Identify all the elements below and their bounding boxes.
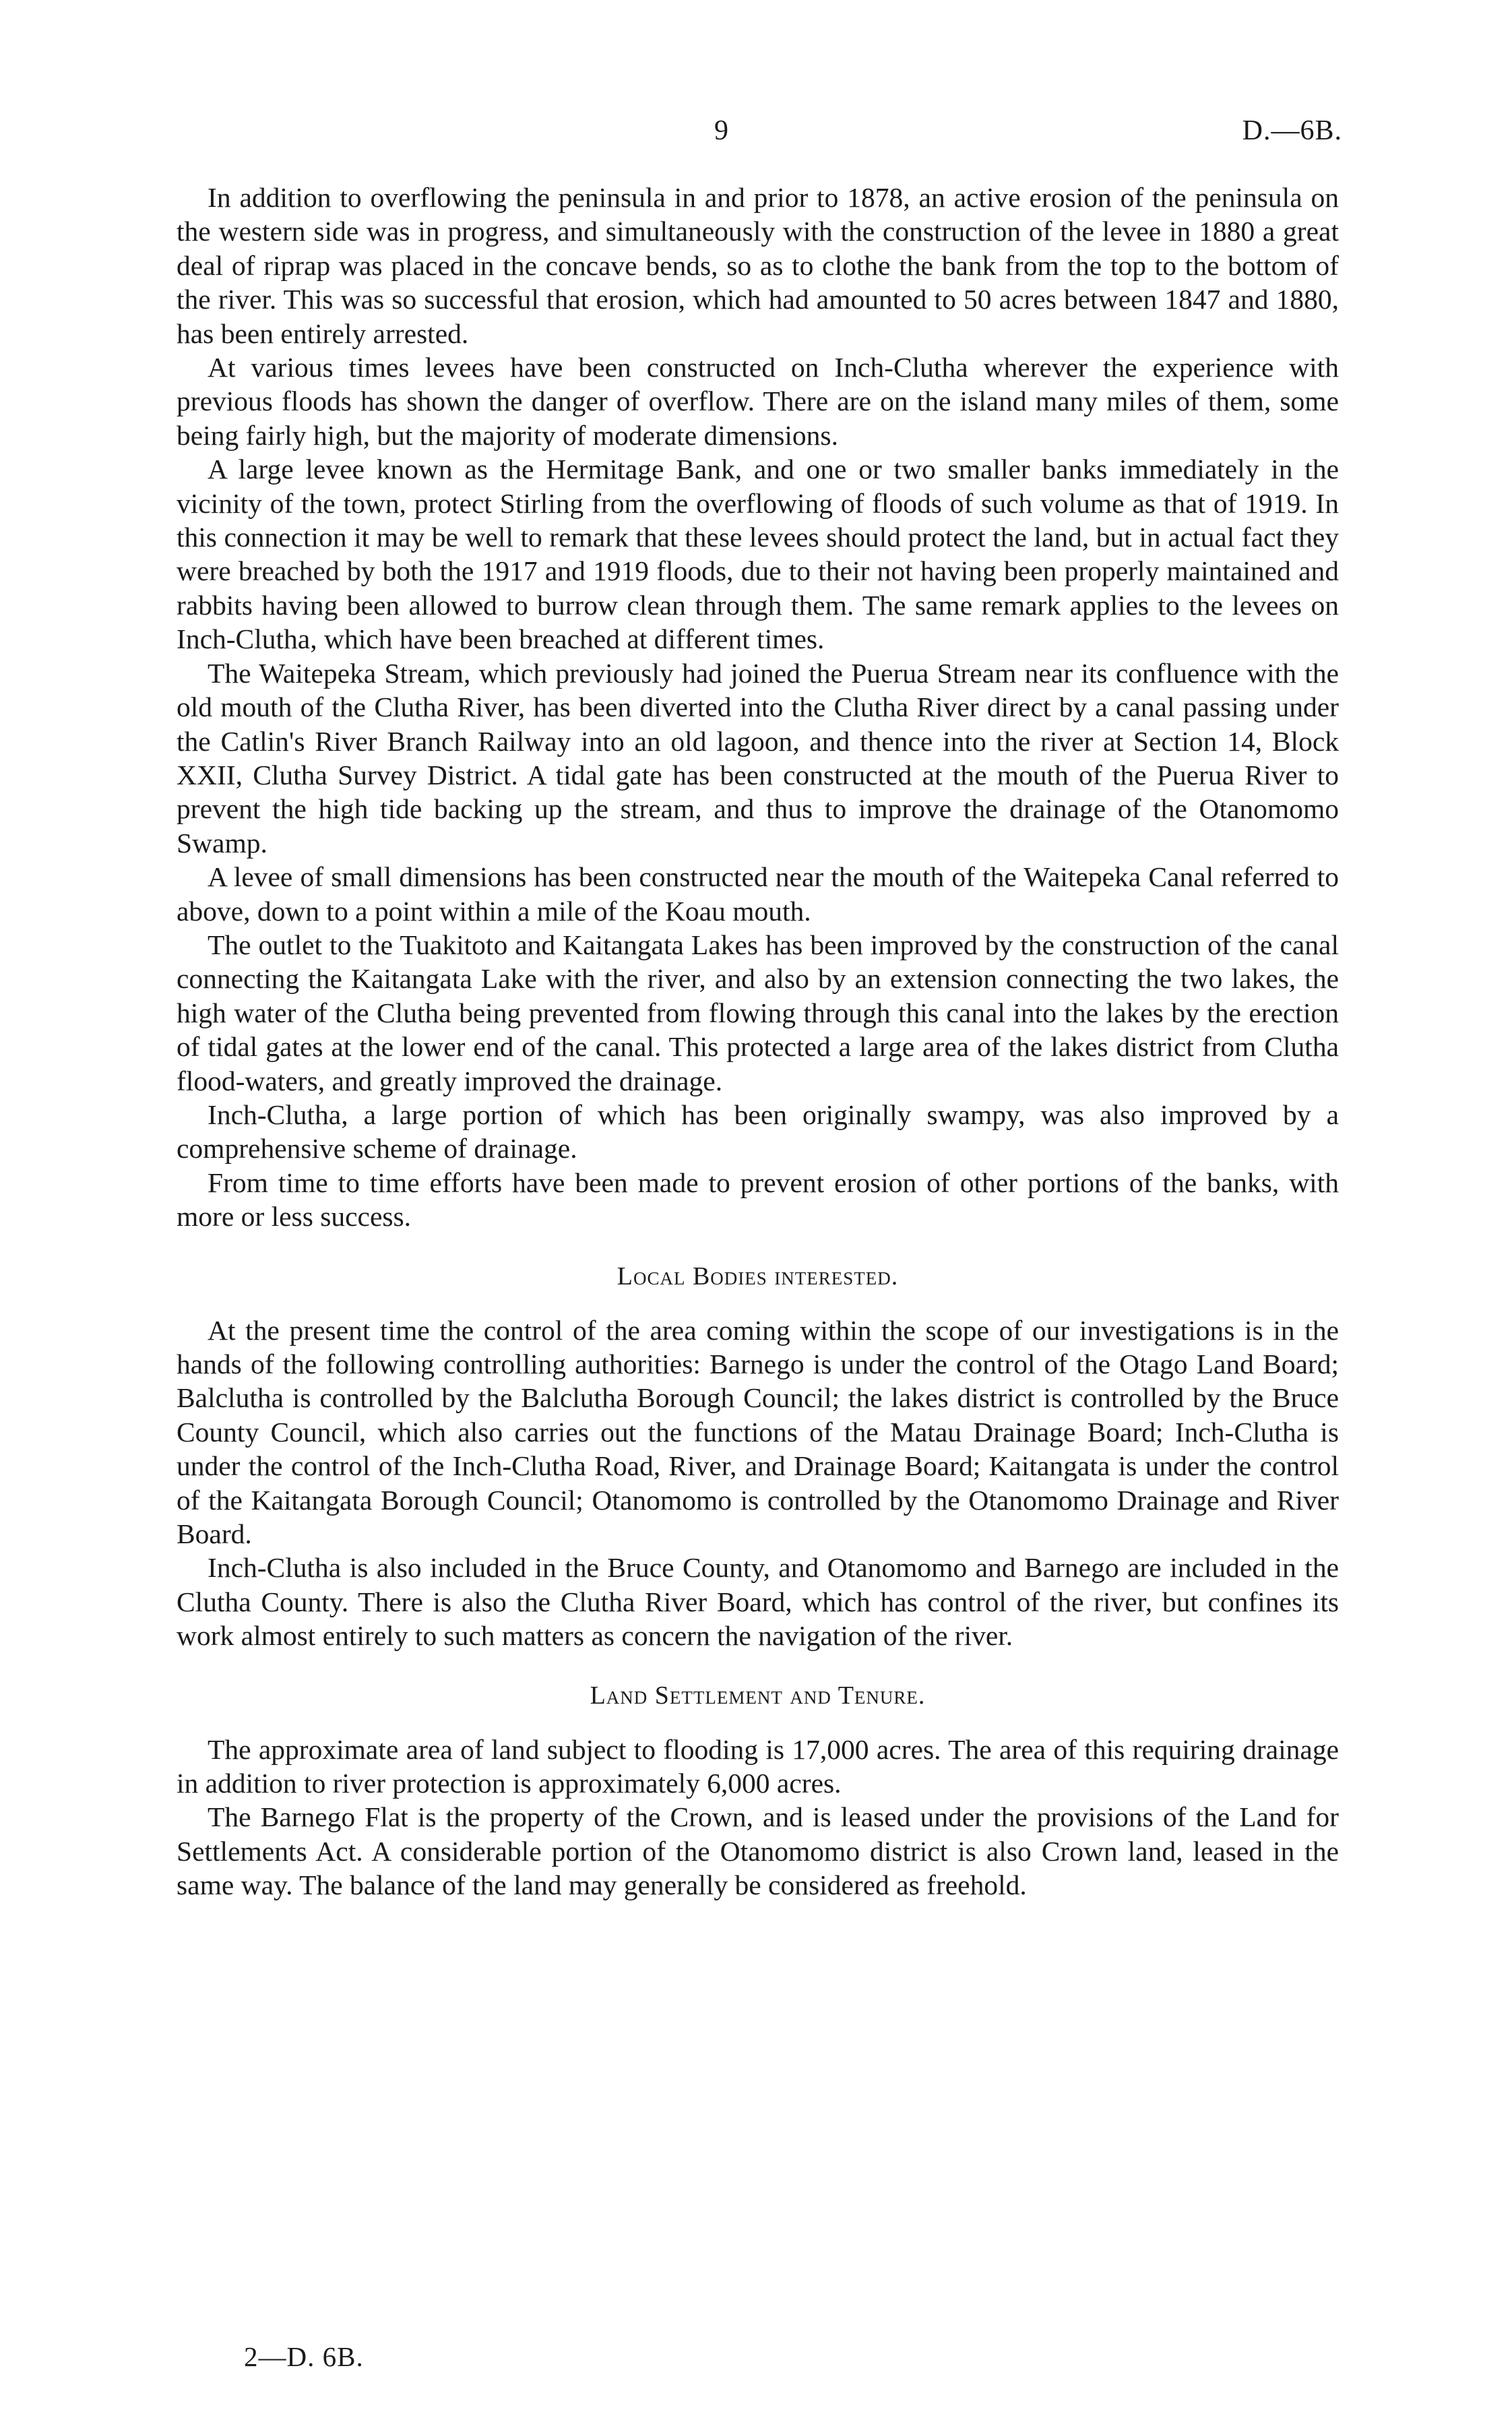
section-heading-local-bodies: Local Bodies interested. [617, 1262, 899, 1291]
paragraph: In addition to overflowing the peninsula in and prior to 1878, an active erosion of the peninsula on the western side was in progress, and simultaneously with the construction of the levee in 1880 a great deal of riprap was placed in the concave bends, so as to clothe the bank from the top to the bottom of the river. This was so successful that erosion, which had amounted to 50 acres between 1847 and 1880, has been entirely arrested. [177, 182, 1339, 349]
paragraph: Inch-Clutha is also included in the Bruce County, and Otanomomo and Barnego are included in the Clutha County. There is also the Clutha River Board, which has control of the river, but confines its work almost entirely to such matters as concern the navigation of the river. [177, 1552, 1339, 1652]
paragraph: The outlet to the Tuakitoto and Kaitangata Lakes has been improved by the construction of the canal connecting the Kaitangata Lake with the river, and also by an extension connecting the two lakes, the high water of the Clutha being prevented from flowing through this canal into the lakes by the erection of tidal gates at the lower end of the canal. This protected a large area of the lakes district from Clutha flood-waters, and greatly improved the drainage. [177, 929, 1339, 1096]
page-number: 9 [714, 115, 728, 146]
paragraph: At the present time the control of the area coming within the scope of our investigations is in the hands of the following controlling authorities: Barnego is under the control of the Otago Land Board; Balclutha is controlled by the Balclutha Borough Council; the lakes district is controlled by the Bruce County Council, which also carries out the functions of the Matau Drainage Board; Inch-Clutha is under the control of the Inch-Clutha Road, River, and Drainage Board; Kaitangata is under the control of the Kaitangata Borough Council; Otanomomo is controlled by the Otanomomo Drainage and River Board. [177, 1314, 1339, 1550]
paragraph: From time to time efforts have been made to prevent erosion of other portions of the banks, with more or less success. [177, 1167, 1339, 1233]
section-heading-land-settlement: Land Settlement and Tenure. [590, 1681, 926, 1710]
signature-mark: 2—D. 6B. [244, 2341, 364, 2372]
document-reference: D.—6B. [1242, 115, 1342, 146]
paragraph: Inch-Clutha, a large portion of which has been originally swampy, was also improved by a comprehensive scheme of drainage. [177, 1098, 1339, 1165]
document-body [177, 181, 1339, 1902]
paragraph: A large levee known as the Hermitage Bank, and one or two smaller banks immediately in the vicinity of the town, protect Stirling from the overflowing of floods of such volume as that of 1919. In this connection it may be well to remark that these levees should protect the land, but in actual fact they were breached by both the 1917 and 1919 floods, due to their not having been properly maintained and rabbits having been allowed to burrow clean through them. The same remark applies to the levees on Inch-Clutha, which have been breached at different times. [177, 454, 1339, 655]
paragraph: The Waitepeka Stream, which previously had joined the Puerua Stream near its confluence with the old mouth of the Clutha River, has been diverted into the Clutha River direct by a canal passing under the Catlin's River Branch Railway into an old lagoon, and thence into the river at Section 14, Block XXII, Clutha Survey District. A tidal gate has been constructed at the mouth of the Puerua River to prevent the high tide backing up the stream, and thus to improve the drainage of the Otanomomo Swamp. [177, 657, 1339, 859]
paragraph: A levee of small dimensions has been constructed near the mouth of the Waitepeka Canal referred to above, down to a point within a mile of the Koau mouth. [177, 861, 1339, 927]
paragraph: At various times levees have been constructed on Inch-Clutha wherever the experience with previous floods has shown the danger of overflow. There are on the island many miles of them, some being fairly high, but the majority of moderate dimensions. [177, 352, 1339, 451]
paragraph: The approximate area of land subject to flooding is 17,000 acres. The area of this requiring drainage in addition to river protection is approximately 6,000 acres. [177, 1733, 1339, 1799]
paragraph: The Barnego Flat is the property of the Crown, and is leased under the provisions of the Land for Settlements Act. A considerable portion of the Otanomomo district is also Crown land, leased in the same way. The balance of the land may generally be considered as freehold. [177, 1801, 1339, 1901]
page-header [0, 115, 1512, 162]
